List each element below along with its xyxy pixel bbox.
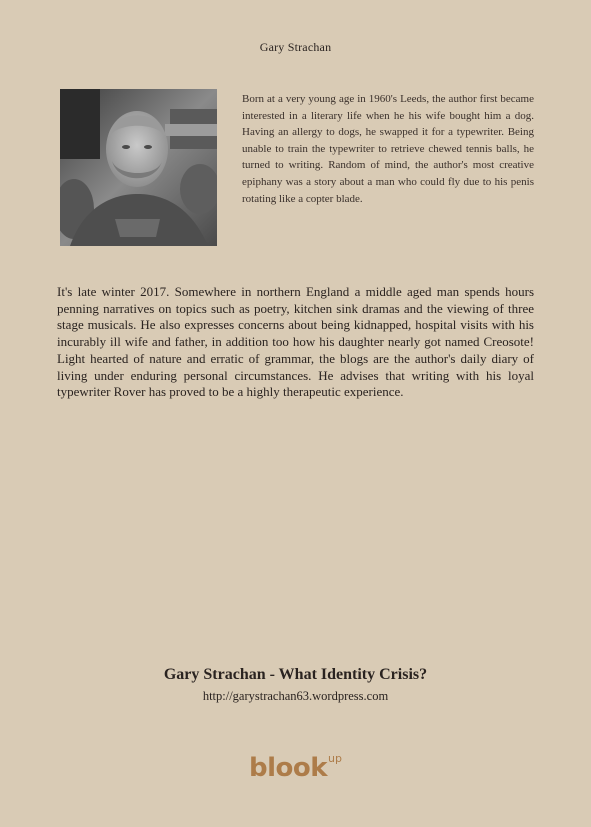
author-photo [60,89,217,246]
author-name-header: Gary Strachan [259,40,332,54]
brand-superscript: up [328,752,342,765]
blookup-logo [0,752,591,783]
book-title: Gary Strachan - What Identity Crisis? [163,666,428,683]
author-bio: Born at a very young age in 1960's Leeds, the author first became interested in a literary life when he his wife bought him a dog. Having an allergy to dogs, he swapped it for a typewriter. Being unable to train the typewriter to retrieve chewed tennis balls, he turned to writing. Random of mind, the author's most creative epiphany was a story about a man who could fly due to his penis rotating like a copter blade. [242,93,534,205]
brand-name: blook [248,753,328,783]
blog-url-link[interactable]: http://garystrachan63.wordpress.com [202,689,389,703]
book-blurb: It's late winter 2017. Somewhere in northern England a middle aged man spends hours penning narratives on topics such as poetry, kitchen sink dramas and the viewing of three stage musicals. He also expresses concerns about being kidnapped, hospital visits with his incurably ill wife and father, in addition too how his daughter nearly got named Creosote! Light hearted of nature and erratic of grammar, the blogs are the author's daily diary of living under enduring personal circumstances. He advises that writing with his loyal typewriter Rover has proved to be a highly therapeutic experience. [57,284,534,400]
